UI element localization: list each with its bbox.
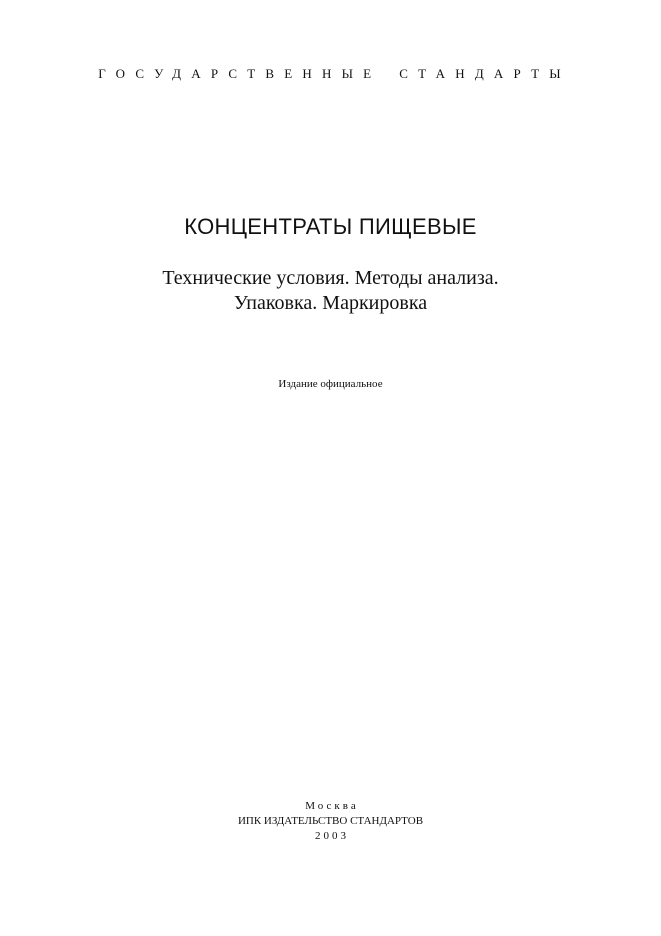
imprint-city: Москва — [305, 800, 359, 812]
edition-note: Издание официальное — [278, 378, 383, 390]
subtitle-line-1: Технические условия. Методы анализа. — [162, 267, 499, 289]
imprint-publisher: ИПК ИЗДАТЕЛЬСТВО СТАНДАРТОВ — [237, 815, 424, 827]
document-title: КОНЦЕНТРАТЫ ПИЩЕВЫЕ — [184, 214, 477, 239]
publisher-imprint — [0, 799, 661, 844]
document-subtitle — [0, 266, 661, 316]
subtitle-line-2: Упаковка. Маркировка — [233, 292, 428, 314]
series-heading-part2: СТАНДАРТЫ — [399, 66, 571, 81]
series-heading-part1: ГОСУДАРСТВЕННЫЕ — [98, 66, 382, 81]
imprint-year: 2003 — [315, 830, 349, 842]
series-heading — [0, 66, 661, 82]
